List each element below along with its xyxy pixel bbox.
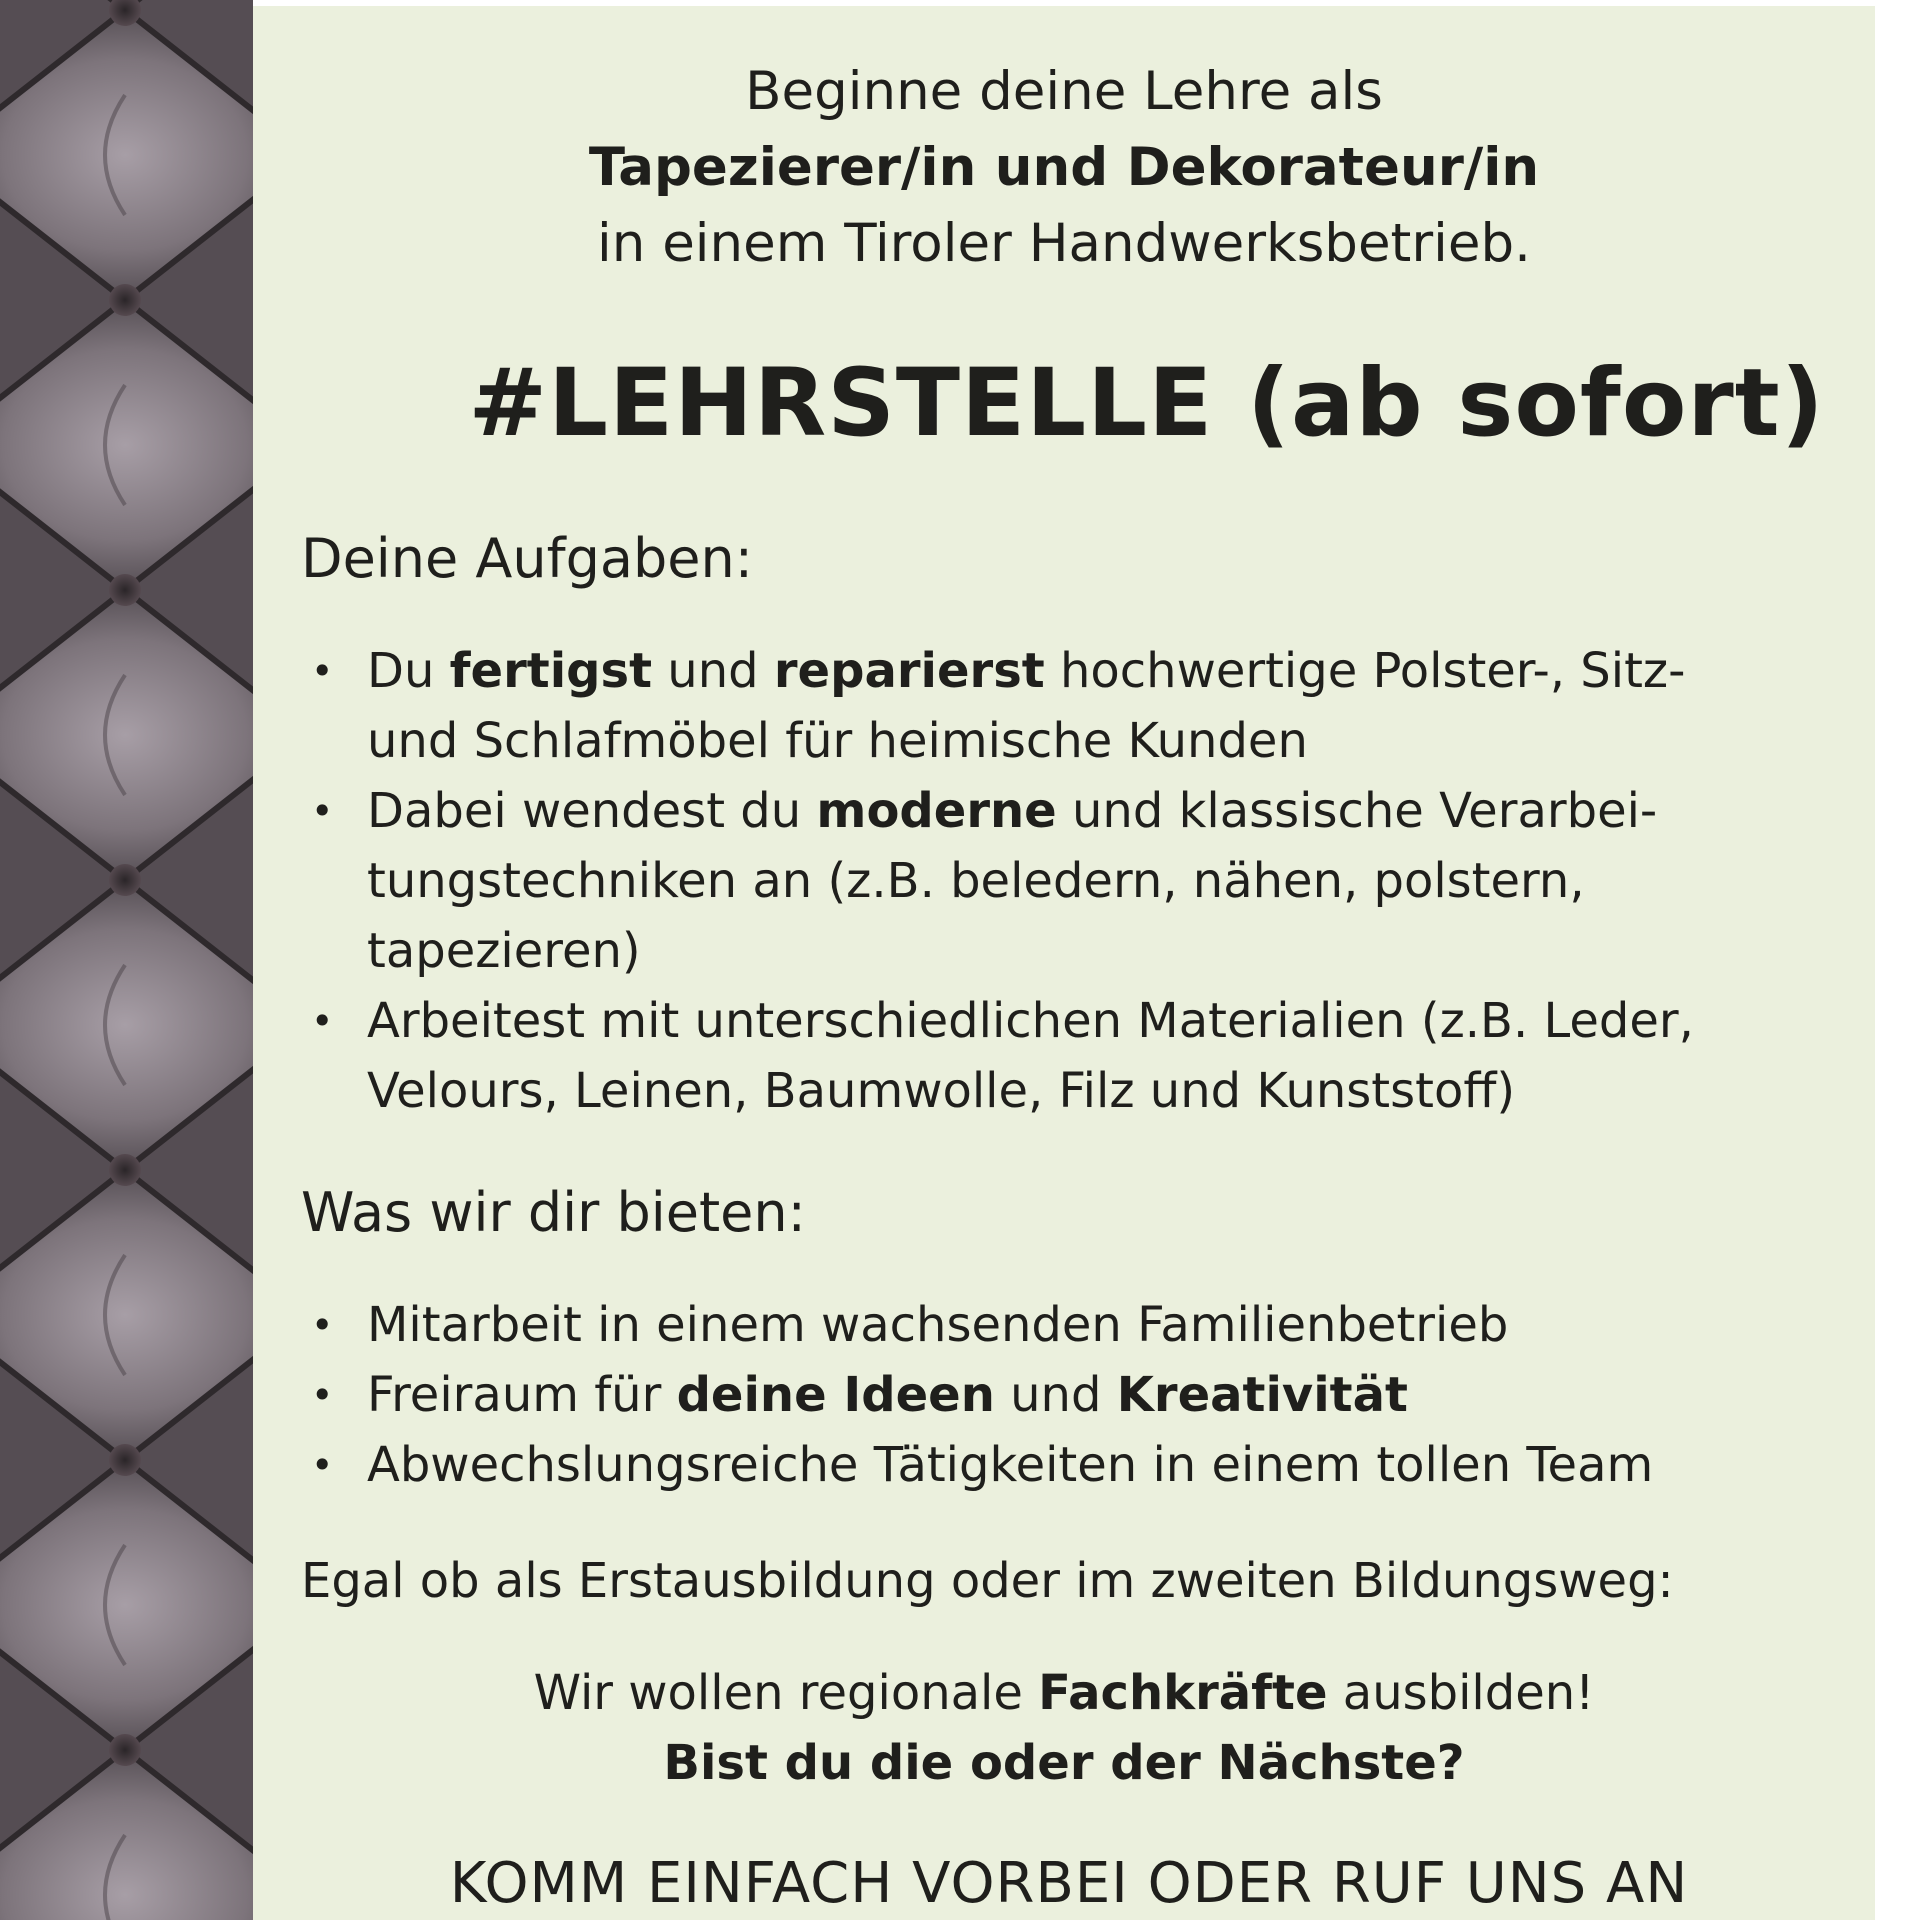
bullet-icon: • <box>311 1443 334 1487</box>
list-item: • Abwechslungsreiche Tätigkeiten in einem tollen Team <box>301 1430 1841 1500</box>
list-item: • Arbeitest mit unterschiedlichen Materialien (z.B. Leder, Velours, Leinen, Baumwolle, Filz und Kunststoff) <box>301 986 1841 1126</box>
leather-pattern <box>0 0 253 1920</box>
closing-text <box>253 1658 1875 1798</box>
tuft-button <box>109 284 141 316</box>
intro-line-1: Beginne deine Lehre als <box>745 61 1383 122</box>
tasks-title: Deine Aufgaben: <box>301 527 753 590</box>
bullet-icon: • <box>311 649 334 693</box>
bullet-icon: • <box>311 789 334 833</box>
tuft-button <box>109 1154 141 1186</box>
intro-job-title: Tapezierer/in und Dekorateur/in <box>588 137 1540 198</box>
closing-question: Bist du die oder der Nächste? <box>663 1735 1465 1791</box>
tufted-leather-image <box>0 0 253 1920</box>
tasks-list <box>301 636 1841 1126</box>
education-note: Egal ob als Erstausbildung oder im zweiten Bildungsweg: <box>301 1553 1674 1609</box>
job-posting-panel <box>253 6 1875 1920</box>
intro-line-3: in einem Tiroler Handwerksbetrieb. <box>597 213 1531 274</box>
tuft-button <box>109 1444 141 1476</box>
tuft-button <box>109 864 141 896</box>
bullet-icon: • <box>311 1373 334 1417</box>
offers-list <box>301 1290 1841 1500</box>
tuft-button <box>109 574 141 606</box>
closing-line-1: Wir wollen regionale Fachkräfte ausbilden! <box>533 1665 1595 1721</box>
list-item: • Dabei wendest du moderne und klassische Verarbei- tungstechniken an (z.B. beledern, nähen, polstern, tapezieren) <box>301 776 1841 986</box>
list-item: • Du fertigst und reparierst hochwertige Polster-, Sitz- und Schlafmöbel für heimische Kunden <box>301 636 1841 776</box>
list-item: • Mitarbeit in einem wachsenden Familienbetrieb <box>301 1290 1841 1360</box>
call-to-action: KOMM EINFACH VORBEI ODER RUF UNS AN <box>449 1851 1689 1916</box>
headline: #LEHRSTELLE (ab sofort) <box>468 349 1825 458</box>
list-item: • Freiraum für deine Ideen und Kreativität <box>301 1360 1841 1430</box>
intro-text <box>253 54 1875 282</box>
bullet-icon: • <box>311 1303 334 1347</box>
bullet-icon: • <box>311 999 334 1043</box>
offers-title: Was wir dir bieten: <box>301 1181 806 1244</box>
tuft-button <box>109 1734 141 1766</box>
